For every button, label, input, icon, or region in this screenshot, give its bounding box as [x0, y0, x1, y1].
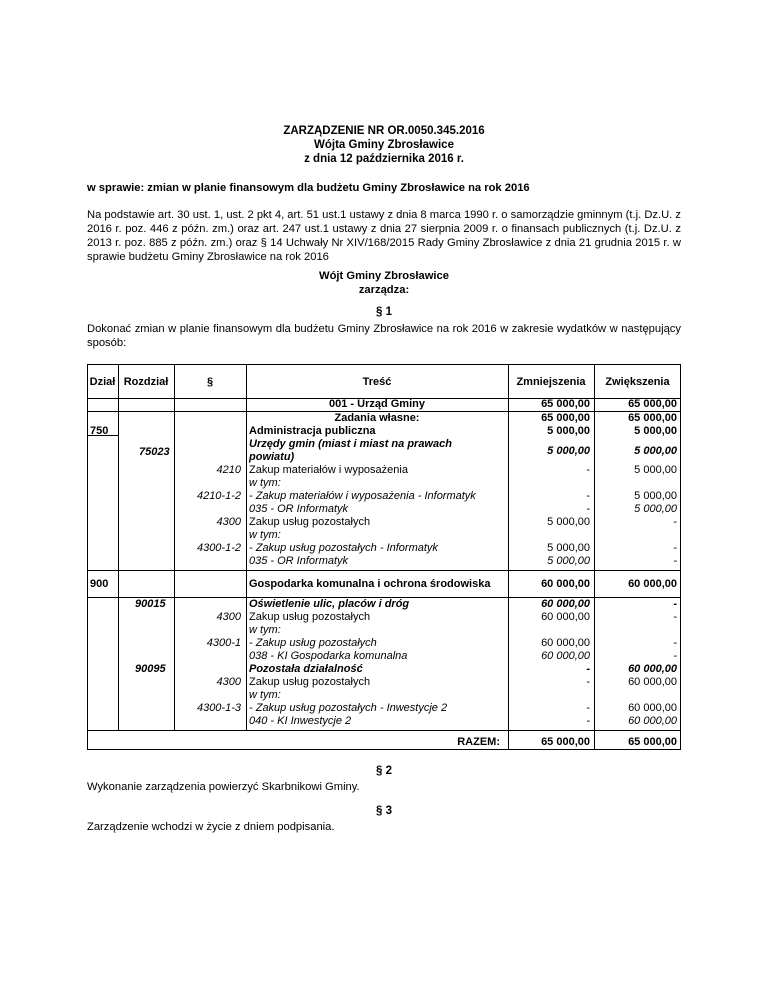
rozdzial-75023-zmn: 5 000,00 — [547, 445, 590, 457]
row-paragraf: 4300 — [216, 611, 241, 623]
row-zwi: 5 000,00 — [634, 490, 677, 502]
rozdzial-75023-label-1: Urzędy gmin (miast i miast na prawach — [249, 438, 452, 450]
zadania-zmn: 65 000,00 — [541, 412, 590, 424]
row-zwi: - — [673, 611, 677, 623]
section-2-mark: § 2 — [376, 765, 392, 777]
row-zmn: 5 000,00 — [547, 542, 590, 554]
row-tresc: 038 - KI Gospodarka komunalna — [249, 650, 408, 662]
unit-row-zmn: 65 000,00 — [541, 398, 590, 410]
row-tresc: Zakup usług pozostałych — [249, 611, 371, 623]
header-tresc: Treść — [362, 376, 392, 388]
row-paragraf: 4300-1-2 — [196, 542, 241, 554]
section-1-mark: § 1 — [376, 306, 392, 318]
row-zwi: 60 000,00 — [628, 715, 677, 727]
authority-line-1: Wójt Gminy Zbrosławice — [319, 270, 449, 282]
rozdzial-90095-code: 90095 — [135, 663, 166, 675]
row-tresc: w tym: — [249, 624, 281, 636]
unit-row-label: 001 - Urząd Gminy — [329, 398, 425, 410]
header-dzial: Dział — [89, 376, 116, 388]
section-3-text: Zarządzenie wchodzi w życie z dniem podpisania. — [87, 821, 335, 833]
row-zmn: - — [586, 490, 590, 502]
row-paragraf: 4300-1-3 — [196, 702, 241, 714]
row-zwi: - — [673, 516, 677, 528]
row-tresc: w tym: — [249, 529, 281, 541]
dzial-750-zmn: 5 000,00 — [547, 425, 590, 437]
zadania-label: Zadania własne: — [334, 412, 420, 424]
row-tresc: Zakup materiałów i wyposażenia — [249, 464, 408, 476]
zadania-zwi: 65 000,00 — [628, 412, 677, 424]
document-title — [0, 124, 768, 166]
row-zmn: 60 000,00 — [541, 650, 590, 662]
rozdzial-90015-code: 90015 — [135, 598, 166, 610]
dzial-750-zwi: 5 000,00 — [634, 425, 677, 437]
row-tresc: - Zakup usług pozostałych - Inwestycje 2 — [249, 702, 448, 714]
total-zmn: 65 000,00 — [541, 736, 590, 748]
dzial-900-code: 900 — [90, 578, 109, 590]
section-2-text: Wykonanie zarządzenia powierzyć Skarbnikowi Gminy. — [87, 781, 360, 793]
row-zwi: - — [673, 542, 677, 554]
legal-basis: Na podstawie art. 30 ust. 1, ust. 2 pkt 4, art. 51 ust.1 ustawy z dnia 8 marca 1990 r. o samorządzie gminnym (t.j. Dz.U. z 2016 r. poz. 446 z późn. zm.) oraz art. 247 ust.1 ustawy z dnia 27 sierpnia 2009 r. o finansach publicznych (t.j. Dz.U. z 2013 r. poz. 885 z późn. zm.) oraz § 14 Uchwały Nr XIV/168/2015 Rady Gminy Zbrosławice z dnia 21 grudnia 2015 r. w sprawie budżetu Gminy Zbrosławice na rok 2016 — [87, 209, 681, 263]
row-zwi: 5 000,00 — [634, 464, 677, 476]
rozdzial-90095-zmn: - — [586, 663, 590, 675]
rozdzial-75023-code: 75023 — [139, 446, 170, 458]
row-zmn: 5 000,00 — [547, 516, 590, 528]
row-zwi: 60 000,00 — [628, 702, 677, 714]
header-paragraf: § — [206, 376, 214, 388]
row-tresc: Zakup usług pozostałych — [249, 516, 371, 528]
section-1-text: Dokonać zmian w planie finansowym dla budżetu Gminy Zbrosławice na rok 2016 w zakresie wydatków w następujący sposób: — [87, 323, 681, 349]
rozdzial-75023-zwi: 5 000,00 — [634, 445, 677, 457]
row-paragraf: 4300 — [216, 516, 241, 528]
row-tresc: 035 - OR Informatyk — [249, 503, 349, 515]
rozdzial-90095-zwi: 60 000,00 — [628, 663, 677, 675]
header-zwiekszenia: Zwiększenia — [605, 376, 670, 388]
row-tresc: - Zakup usług pozostałych - Informatyk — [249, 542, 438, 554]
row-zmn: - — [586, 676, 590, 688]
unit-row-zwi: 65 000,00 — [628, 398, 677, 410]
row-zmn: - — [586, 503, 590, 515]
total-label: RAZEM: — [457, 736, 500, 748]
authority-block — [0, 269, 768, 297]
row-zmn: 60 000,00 — [541, 637, 590, 649]
row-zwi: 5 000,00 — [634, 503, 677, 515]
row-tresc: - Zakup materiałów i wyposażenia - Informatyk — [249, 490, 476, 502]
dzial-900-label: Gospodarka komunalna i ochrona środowiska — [249, 578, 491, 590]
subject-line: w sprawie: zmian w planie finansowym dla budżetu Gminy Zbrosławice na rok 2016 — [87, 182, 530, 194]
row-tresc: - Zakup usług pozostałych — [249, 637, 377, 649]
header-zmniejszenia: Zmniejszenia — [516, 376, 586, 388]
rozdzial-75023-label-2: powiatu) — [249, 451, 295, 463]
dzial-900-zmn: 60 000,00 — [541, 578, 590, 590]
row-zmn: 5 000,00 — [547, 555, 590, 567]
rozdzial-90015-label: Oświetlenie ulic, placów i dróg — [249, 598, 410, 610]
rozdzial-90015-zwi: - — [673, 598, 677, 610]
budget-table — [87, 364, 681, 750]
total-zwi: 65 000,00 — [628, 736, 677, 748]
title-line-3: z dnia 12 października 2016 r. — [304, 153, 464, 165]
row-tresc: Zakup usług pozostałych — [249, 676, 371, 688]
row-paragraf: 4300-1 — [206, 637, 241, 649]
dzial-900-zwi: 60 000,00 — [628, 578, 677, 590]
row-zwi: 60 000,00 — [628, 676, 677, 688]
dzial-750-label: Administracja publiczna — [249, 425, 376, 437]
section-3-mark: § 3 — [376, 805, 392, 817]
authority-line-2: zarządza: — [358, 284, 410, 296]
row-paragraf: 4210-1-2 — [196, 490, 241, 502]
row-tresc: 035 - OR Informatyk — [249, 555, 349, 567]
row-zmn: - — [586, 702, 590, 714]
row-paragraf: 4210 — [216, 464, 241, 476]
row-tresc: w tym: — [249, 477, 281, 489]
title-line-2: Wójta Gminy Zbrosławice — [314, 139, 454, 151]
header-rozdzial: Rozdział — [123, 376, 169, 388]
row-zwi: - — [673, 650, 677, 662]
row-zmn: 60 000,00 — [541, 611, 590, 623]
row-tresc: 040 - KI Inwestycje 2 — [249, 715, 352, 727]
row-paragraf: 4300 — [216, 676, 241, 688]
row-zwi: - — [673, 555, 677, 567]
dzial-750-code: 750 — [90, 425, 109, 437]
row-zmn: - — [586, 464, 590, 476]
title-line-1: ZARZĄDZENIE NR OR.0050.345.2016 — [283, 125, 485, 137]
rozdzial-90095-label: Pozostała działalność — [249, 663, 363, 675]
row-tresc: w tym: — [249, 689, 281, 701]
row-zwi: - — [673, 637, 677, 649]
row-zmn: - — [586, 715, 590, 727]
rozdzial-90015-zmn: 60 000,00 — [541, 598, 590, 610]
